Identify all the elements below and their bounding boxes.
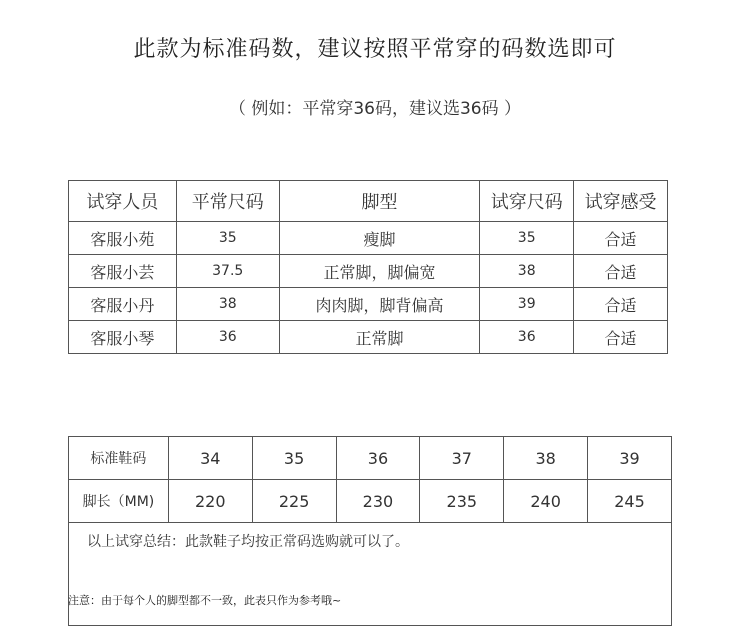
length-row — [69, 480, 672, 523]
header-cell: 试穿尺码 — [480, 181, 574, 222]
size-cell: 39 — [588, 437, 672, 480]
table-row — [69, 255, 668, 288]
size-row — [69, 437, 672, 480]
usual-size: 35 — [176, 222, 279, 255]
summary-cell — [69, 523, 672, 626]
table-row — [69, 321, 668, 354]
length-row-label: 脚长（MM) — [69, 480, 169, 523]
tester-table — [68, 180, 668, 354]
size-cell: 38 — [504, 437, 588, 480]
length-cell: 235 — [420, 480, 504, 523]
tried-size: 39 — [480, 288, 574, 321]
tester-name: 客服小琴 — [69, 321, 177, 354]
page-subtitle: （ 例如：平常穿36码，建议选36码 ） — [228, 99, 522, 119]
summary-text: 以上试穿总结：此款鞋子均按正常码选购就可以了。 — [87, 534, 409, 550]
fit-feeling: 合适 — [574, 321, 668, 354]
tester-name: 客服小芸 — [69, 255, 177, 288]
size-cell: 35 — [252, 437, 336, 480]
length-cell: 225 — [252, 480, 336, 523]
size-row-label: 标准鞋码 — [69, 437, 169, 480]
tester-name: 客服小丹 — [69, 288, 177, 321]
usual-size: 38 — [176, 288, 279, 321]
foot-type: 瘦脚 — [279, 222, 480, 255]
header-cell: 脚型 — [279, 181, 480, 222]
size-cell: 36 — [336, 437, 420, 480]
header-cell: 试穿人员 — [69, 181, 177, 222]
length-cell: 245 — [588, 480, 672, 523]
header-cell: 平常尺码 — [176, 181, 279, 222]
tried-size: 38 — [480, 255, 574, 288]
length-cell: 220 — [168, 480, 252, 523]
table-row — [69, 222, 668, 255]
tester-header-row — [69, 181, 668, 222]
tester-name: 客服小苑 — [69, 222, 177, 255]
foot-type: 正常脚 — [279, 321, 480, 354]
foot-type: 正常脚，脚偏宽 — [279, 255, 480, 288]
length-cell: 240 — [504, 480, 588, 523]
fit-feeling: 合适 — [574, 288, 668, 321]
foot-type: 肉肉脚，脚背偏高 — [279, 288, 480, 321]
table-row — [69, 288, 668, 321]
size-cell: 37 — [420, 437, 504, 480]
fit-feeling: 合适 — [574, 222, 668, 255]
tried-size: 35 — [480, 222, 574, 255]
disclaimer-note: 注意：由于每个人的脚型都不一致，此表只作为参考哦~ — [68, 594, 342, 607]
header-cell: 试穿感受 — [574, 181, 668, 222]
summary-row — [69, 523, 672, 626]
length-cell: 230 — [336, 480, 420, 523]
page-title: 此款为标准码数，建议按照平常穿的码数选即可 — [133, 37, 617, 62]
tried-size: 36 — [480, 321, 574, 354]
size-cell: 34 — [168, 437, 252, 480]
usual-size: 37.5 — [176, 255, 279, 288]
fit-feeling: 合适 — [574, 255, 668, 288]
usual-size: 36 — [176, 321, 279, 354]
